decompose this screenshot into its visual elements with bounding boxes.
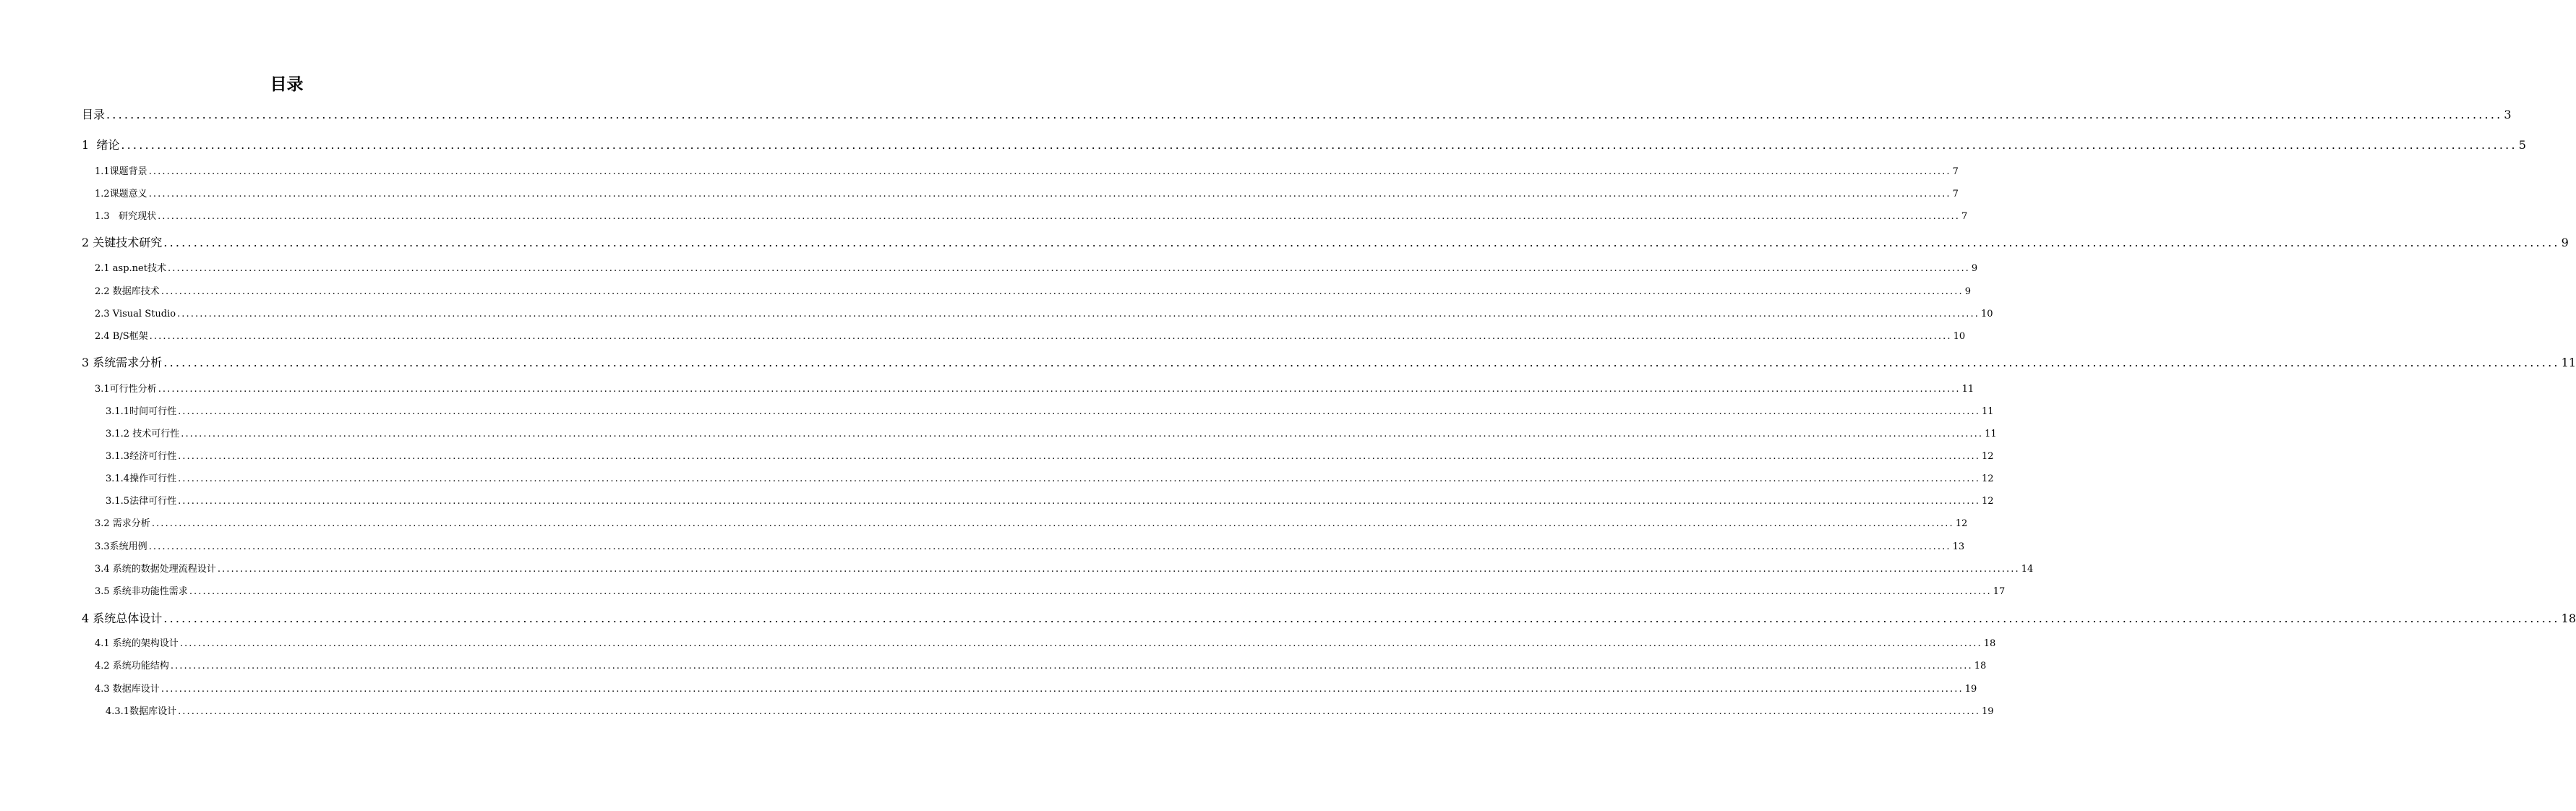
toc-entry[interactable]: [95, 682, 1977, 697]
toc-dot-leader: ................................................................................................................................................................................................................................................................................................................................................................................................................: [178, 451, 1981, 462]
toc-dot-leader: ................................................................................................................................................................................................................................................................................................................................................................................................................: [167, 263, 1970, 274]
toc-page-number: 14: [2021, 564, 2034, 575]
toc-dot-leader: ................................................................................................................................................................................................................................................................................................................................................................................................................: [158, 211, 1961, 222]
toc-dot-leader: ................................................................................................................................................................................................................................................................................................................................................................................................................: [181, 429, 1984, 439]
toc-dot-leader: ................................................................................................................................................................................................................................................................................................................................................................................................................: [158, 384, 1961, 395]
toc-page-number: 19: [1982, 706, 1994, 717]
toc-page-number: 9: [1964, 286, 1972, 297]
toc-entry-label: 4 系统总体设计: [82, 612, 163, 625]
toc-entry-label: 2.1 asp.net技术: [95, 263, 166, 274]
toc-entry-label: 3.1.4操作可行性: [106, 473, 177, 484]
toc-page-number: 10: [1980, 309, 1993, 319]
toc-entry-label: 3.5 系统非功能性需求: [95, 586, 188, 597]
toc-entry[interactable]: [106, 472, 1994, 486]
toc-dot-leader: ................................................................................................................................................................................................................................................................................................................................................................................................................: [161, 684, 1964, 695]
toc-dot-leader: ................................................................................................................................................................................................................................................................................................................................................................................................................: [163, 612, 2560, 625]
toc-page-number: 12: [1955, 518, 1968, 529]
toc-entry[interactable]: [95, 659, 1987, 674]
toc-dot-leader: ................................................................................................................................................................................................................................................................................................................................................................................................................: [179, 638, 1982, 649]
toc-entry[interactable]: [95, 165, 1959, 179]
toc-entry-label: 2 关键技术研究: [82, 236, 163, 249]
toc-entry-label: 1.2课题意义: [95, 189, 147, 199]
toc-page-number: 11: [1985, 429, 1997, 439]
toc-entry[interactable]: [82, 354, 2576, 372]
toc-dot-leader: ................................................................................................................................................................................................................................................................................................................................................................................................................: [148, 166, 1951, 177]
toc-entry[interactable]: [82, 610, 2576, 627]
toc-dot-leader: ................................................................................................................................................................................................................................................................................................................................................................................................................: [151, 518, 1954, 529]
toc-page-number: 18: [1974, 661, 1987, 671]
toc-dot-leader: ................................................................................................................................................................................................................................................................................................................................................................................................................: [148, 541, 1951, 552]
toc-entry[interactable]: [95, 210, 1968, 224]
toc-entry[interactable]: [106, 450, 1994, 464]
toc-dot-leader: ................................................................................................................................................................................................................................................................................................................................................................................................................: [178, 706, 1981, 717]
toc-entry[interactable]: [95, 285, 1972, 299]
toc-page-number: 7: [1952, 166, 1959, 177]
toc-entry[interactable]: [106, 405, 1994, 419]
toc-dot-leader: ................................................................................................................................................................................................................................................................................................................................................................................................................: [178, 473, 1981, 484]
toc-entry-label: 3.1.5法律可行性: [106, 496, 177, 507]
toc-entry[interactable]: [82, 234, 2569, 252]
toc-dot-leader: ................................................................................................................................................................................................................................................................................................................................................................................................................: [177, 309, 1980, 319]
toc-page-number: 12: [1982, 451, 1994, 462]
toc-entry-label: 3.3系统用例: [95, 541, 147, 552]
toc-page-number: 10: [1953, 331, 1966, 342]
toc-page-number: 11: [1961, 384, 1974, 395]
toc-page-number: 19: [1964, 684, 1977, 695]
toc-page-number: 11: [2561, 356, 2576, 369]
toc-entry[interactable]: [106, 427, 1997, 442]
toc-entry-label: 4.3 数据库设计: [95, 684, 160, 695]
toc-entry-label: 2.4 B/S框架: [95, 331, 148, 342]
toc-entry-label: 1.3 研究现状: [95, 211, 157, 222]
toc-entry[interactable]: [95, 330, 1966, 344]
toc-entry-label: 4.2 系统功能结构: [95, 661, 169, 671]
toc-page-number: 12: [1982, 473, 1994, 484]
toc-entry-label: 3.4 系统的数据处理流程设计: [95, 564, 216, 575]
toc-page-number: 7: [1952, 189, 1959, 199]
toc-dot-leader: ................................................................................................................................................................................................................................................................................................................................................................................................................: [217, 564, 2020, 575]
toc-entry-label: 目录: [82, 108, 106, 121]
toc-entry[interactable]: [95, 382, 1974, 397]
toc-dot-leader: ................................................................................................................................................................................................................................................................................................................................................................................................................: [170, 661, 1973, 671]
toc-entry[interactable]: [95, 540, 1965, 554]
toc-entry[interactable]: [95, 517, 1968, 531]
toc-page-number: 9: [2561, 236, 2569, 249]
toc-entry[interactable]: [95, 307, 1993, 322]
toc-entry[interactable]: [95, 585, 2006, 599]
toc-page-number: 13: [1952, 541, 1965, 552]
toc-entry[interactable]: [82, 106, 2512, 124]
toc-dot-leader: ................................................................................................................................................................................................................................................................................................................................................................................................................: [178, 406, 1981, 417]
toc-entry-label: 3.1可行性分析: [95, 384, 157, 395]
toc-dot-leader: ................................................................................................................................................................................................................................................................................................................................................................................................................: [121, 138, 2517, 152]
toc-page-number: 12: [1982, 496, 1994, 507]
toc-entry-label: 2.3 Visual Studio: [95, 309, 176, 319]
toc-entry[interactable]: [95, 637, 1996, 651]
toc-entry-label: 3.1.1时间可行性: [106, 406, 177, 417]
toc-dot-leader: ................................................................................................................................................................................................................................................................................................................................................................................................................: [161, 286, 1964, 297]
toc-page-number: 18: [1983, 638, 1996, 649]
toc-entry-label: 1 绪论: [82, 138, 120, 152]
toc-entry[interactable]: [106, 494, 1994, 509]
toc-entry[interactable]: [106, 705, 1994, 719]
toc-dot-leader: ................................................................................................................................................................................................................................................................................................................................................................................................................: [189, 586, 1992, 597]
toc-entry-label: 3.1.3经济可行性: [106, 451, 177, 462]
toc-page-number: 7: [1961, 211, 1968, 222]
toc-page-number: 9: [1971, 263, 1978, 274]
toc-entry[interactable]: [95, 187, 1959, 202]
toc-entry-label: 1.1课题背景: [95, 166, 147, 177]
toc-entry[interactable]: [82, 137, 2526, 154]
toc-dot-leader: ................................................................................................................................................................................................................................................................................................................................................................................................................: [106, 108, 2503, 121]
toc-page-number: 5: [2518, 138, 2526, 152]
toc-entry-label: 4.1 系统的架构设计: [95, 638, 179, 649]
toc-entry-label: 3 系统需求分析: [82, 356, 163, 369]
toc-title: 目录: [270, 75, 304, 94]
toc-dot-leader: ................................................................................................................................................................................................................................................................................................................................................................................................................: [149, 331, 1952, 342]
toc-dot-leader: ................................................................................................................................................................................................................................................................................................................................................................................................................: [163, 356, 2560, 369]
toc-entry-label: 3.2 需求分析: [95, 518, 150, 529]
toc-entry-label: 2.2 数据库技术: [95, 286, 160, 297]
toc-dot-leader: ................................................................................................................................................................................................................................................................................................................................................................................................................: [148, 189, 1951, 199]
toc-page-number: 18: [2561, 612, 2576, 625]
toc-dot-leader: ................................................................................................................................................................................................................................................................................................................................................................................................................: [178, 496, 1981, 507]
toc-entry[interactable]: [95, 562, 2034, 577]
toc-entry-label: 3.1.2 技术可行性: [106, 429, 180, 439]
toc-page-number: 11: [1982, 406, 1994, 417]
toc-page-number: 17: [1993, 586, 2006, 597]
toc-entry[interactable]: [95, 262, 1978, 276]
toc-dot-leader: ................................................................................................................................................................................................................................................................................................................................................................................................................: [163, 236, 2560, 249]
toc-entry-label: 4.3.1数据库设计: [106, 706, 177, 717]
toc-page-number: 3: [2504, 108, 2512, 121]
